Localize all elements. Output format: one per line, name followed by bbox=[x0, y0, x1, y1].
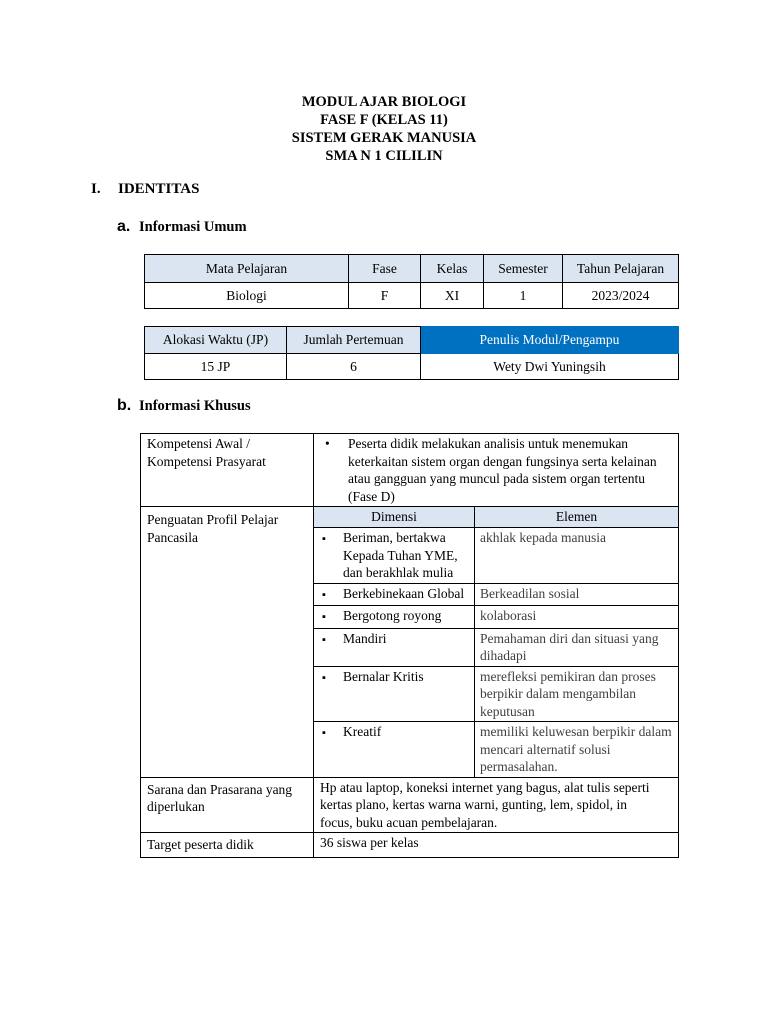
table-cell: 2023/2024 bbox=[563, 283, 679, 309]
sarana-value: Hp atau laptop, koneksi internet yang bagus, alat tulis seperti kertas plano, kertas warna warni, gunting, lem, spidol, in focus, buku acuan pembelajaran. bbox=[314, 777, 679, 833]
section-label: IDENTITAS bbox=[118, 181, 200, 197]
sarana-label: Sarana dan Prasarana yang diperlukan bbox=[141, 777, 314, 833]
title-line-2: FASE F (KELAS 11) bbox=[320, 112, 448, 128]
dimensi-cell bbox=[314, 528, 475, 584]
table-cell: Wety Dwi Yuningsih bbox=[421, 354, 679, 380]
square-bullet-icon bbox=[319, 585, 343, 605]
table-header-row bbox=[145, 327, 679, 354]
target-label: Target peserta didik bbox=[141, 833, 314, 858]
subheading-label: Informasi Khusus bbox=[139, 398, 251, 414]
table-row bbox=[141, 833, 679, 858]
dimensi-text: Beriman, bertakwa Kepada Tuhan YME, dan berakhlak mulia bbox=[343, 530, 458, 580]
subheading-letter: a. bbox=[117, 218, 131, 235]
square-bullet-icon bbox=[319, 630, 343, 650]
target-value: 36 siswa per kelas bbox=[314, 833, 679, 858]
table-row bbox=[141, 507, 679, 778]
dimensi-cell bbox=[314, 606, 475, 629]
profil-row bbox=[314, 606, 678, 629]
title-line-4: SMA N 1 CILILIN bbox=[325, 148, 443, 164]
square-bullet-icon bbox=[319, 529, 343, 549]
table-row bbox=[141, 777, 679, 833]
header-cell: Alokasi Waktu (JP) bbox=[145, 327, 287, 354]
profil-row bbox=[314, 666, 678, 722]
section-number: I. bbox=[91, 181, 101, 197]
profil-header-row bbox=[314, 507, 678, 528]
dimensi-text: Berkebinekaan Global bbox=[343, 585, 465, 601]
profil-header-elemen: Elemen bbox=[475, 507, 679, 528]
table-header-row bbox=[145, 255, 679, 283]
subheading-informasi-umum bbox=[117, 218, 247, 236]
profil-header-dimensi: Dimensi bbox=[314, 507, 475, 528]
elemen-cell: merefleksi pemikiran dan proses berpikir dalam mengambilan keputusan bbox=[475, 666, 679, 722]
kompetensi-value: • Peserta didik melakukan analisis untuk menemukan keterkaitan sistem organ dengan fungsinya serta kelainan atau gangguan yang muncul pada sistem organ tertentu (Fase D) bbox=[320, 435, 672, 505]
elemen-cell: Pemahaman diri dan situasi yang dihadapi bbox=[475, 628, 679, 666]
header-cell: Semester bbox=[484, 255, 563, 283]
dimensi-cell bbox=[314, 722, 475, 777]
square-bullet-icon bbox=[319, 668, 343, 688]
header-cell: Mata Pelajaran bbox=[145, 255, 349, 283]
dimensi-text: Bernalar Kritis bbox=[343, 668, 424, 684]
table-row bbox=[145, 354, 679, 380]
subheading-label: Informasi Umum bbox=[139, 219, 247, 235]
general-info-table bbox=[144, 254, 679, 309]
dimensi-cell bbox=[314, 628, 475, 666]
dimensi-text: Kreatif bbox=[343, 724, 382, 739]
elemen-cell: akhlak kepada manusia bbox=[475, 528, 679, 584]
profil-row bbox=[314, 528, 678, 584]
profil-row bbox=[314, 722, 678, 777]
subheading-letter: b. bbox=[117, 397, 132, 414]
kompetensi-value-cell bbox=[314, 434, 679, 507]
document-title bbox=[0, 93, 768, 165]
table-cell: Biologi bbox=[145, 283, 349, 309]
subheading-informasi-khusus bbox=[117, 397, 251, 415]
dimensi-text: Mandiri bbox=[343, 630, 387, 646]
time-allocation-table bbox=[144, 326, 679, 380]
title-line-1: MODUL AJAR BIOLOGI bbox=[301, 94, 467, 110]
table-row bbox=[141, 434, 679, 507]
profil-table bbox=[314, 507, 678, 777]
square-bullet-icon bbox=[319, 723, 343, 743]
header-cell: Kelas bbox=[421, 255, 484, 283]
table-cell: F bbox=[349, 283, 421, 309]
dimensi-cell bbox=[314, 666, 475, 722]
dimensi-text: Bergotong royong bbox=[343, 608, 442, 623]
table-cell: 6 bbox=[287, 354, 421, 380]
header-cell: Fase bbox=[349, 255, 421, 283]
title-line-3: SISTEM GERAK MANUSIA bbox=[291, 130, 477, 146]
specific-info-table bbox=[140, 433, 679, 858]
square-bullet-icon bbox=[319, 607, 343, 627]
header-cell: Tahun Pelajaran bbox=[563, 255, 679, 283]
table-row bbox=[145, 283, 679, 309]
elemen-cell: memiliki keluwesan berpikir dalam mencari alternatif solusi permasalahan. bbox=[475, 722, 679, 777]
header-cell-highlighted: Penulis Modul/Pengampu bbox=[421, 327, 679, 354]
table-cell: XI bbox=[421, 283, 484, 309]
header-cell: Jumlah Pertemuan bbox=[287, 327, 421, 354]
table-cell: 1 bbox=[484, 283, 563, 309]
kompetensi-label: Kompetensi Awal / Kompetensi Prasyarat bbox=[141, 434, 314, 507]
profil-row bbox=[314, 583, 678, 606]
table-cell: 15 JP bbox=[145, 354, 287, 380]
profil-label: Penguatan Profil Pelajar Pancasila bbox=[141, 507, 314, 778]
elemen-cell: Berkeadilan sosial bbox=[475, 583, 679, 606]
elemen-cell: kolaborasi bbox=[475, 606, 679, 629]
section-heading-identitas bbox=[91, 181, 199, 198]
profil-cell bbox=[314, 507, 679, 778]
profil-row bbox=[314, 628, 678, 666]
dimensi-cell bbox=[314, 583, 475, 606]
